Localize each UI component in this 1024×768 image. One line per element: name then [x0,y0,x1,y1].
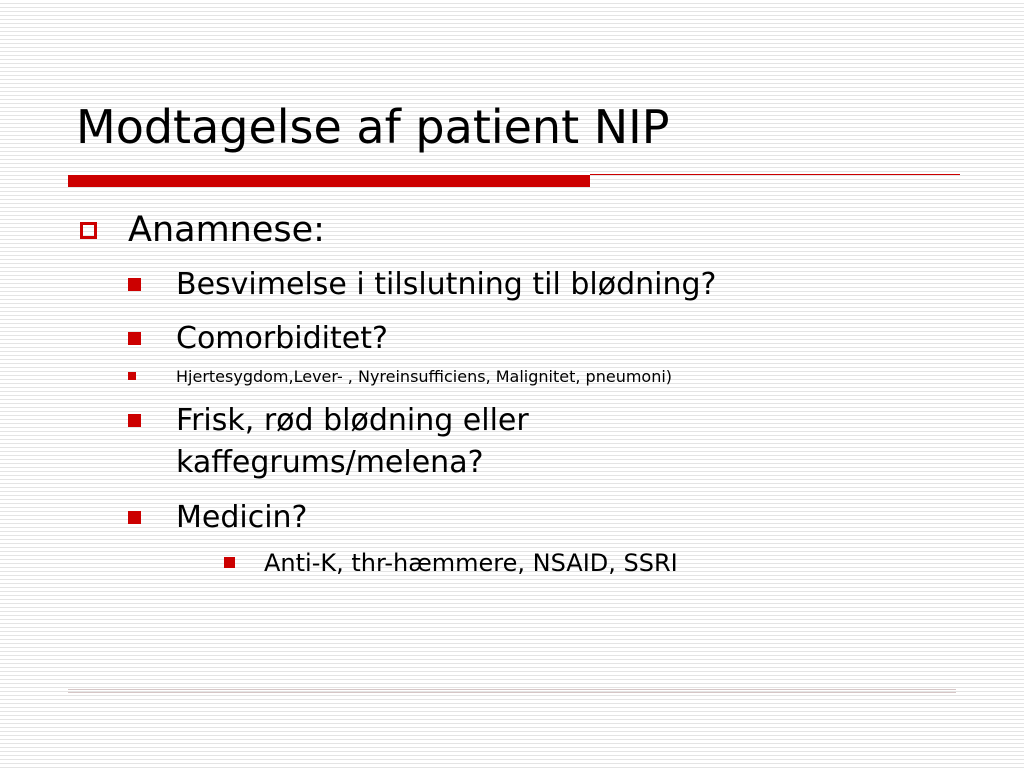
bullet-label: Medicin? [176,500,308,535]
square-bullet-icon [128,278,141,291]
hollow-square-bullet-icon [80,222,97,239]
slide-title: Modtagelse af patient NIP [76,100,670,154]
bullet-anti-k [264,547,678,579]
bullet-label: Anti-K, thr-hæmmere, NSAID, SSRI [264,549,678,577]
square-bullet-icon [128,511,141,524]
bullet-anamnese [128,208,325,252]
square-bullet-icon [128,414,141,427]
footer-divider [68,689,956,690]
bullet-frisk-blodning [176,400,736,484]
square-bullet-icon [224,557,235,568]
bullet-label: Anamnese: [128,210,325,250]
bullet-label: Frisk, rød blødning eller kaffegrums/melena? [176,403,529,480]
bullet-label: Besvimelse i tilslutning til blødning? [176,267,717,302]
bullet-label: Comorbiditet? [176,321,388,356]
footer-divider [68,692,956,693]
bullet-label: Hjertesygdom,Lever- , Nyreinsufficiens, Malignitet, pneumoni) [176,367,673,386]
bullet-hjertesygdom [176,366,672,388]
title-underline-thin [590,174,960,175]
title-underline-accent [68,175,590,187]
square-bullet-icon [128,332,141,345]
square-bullet-icon [128,372,136,380]
bullet-besvimelse [176,264,716,306]
bullet-medicin [176,497,307,539]
bullet-comorbiditet [176,318,388,360]
